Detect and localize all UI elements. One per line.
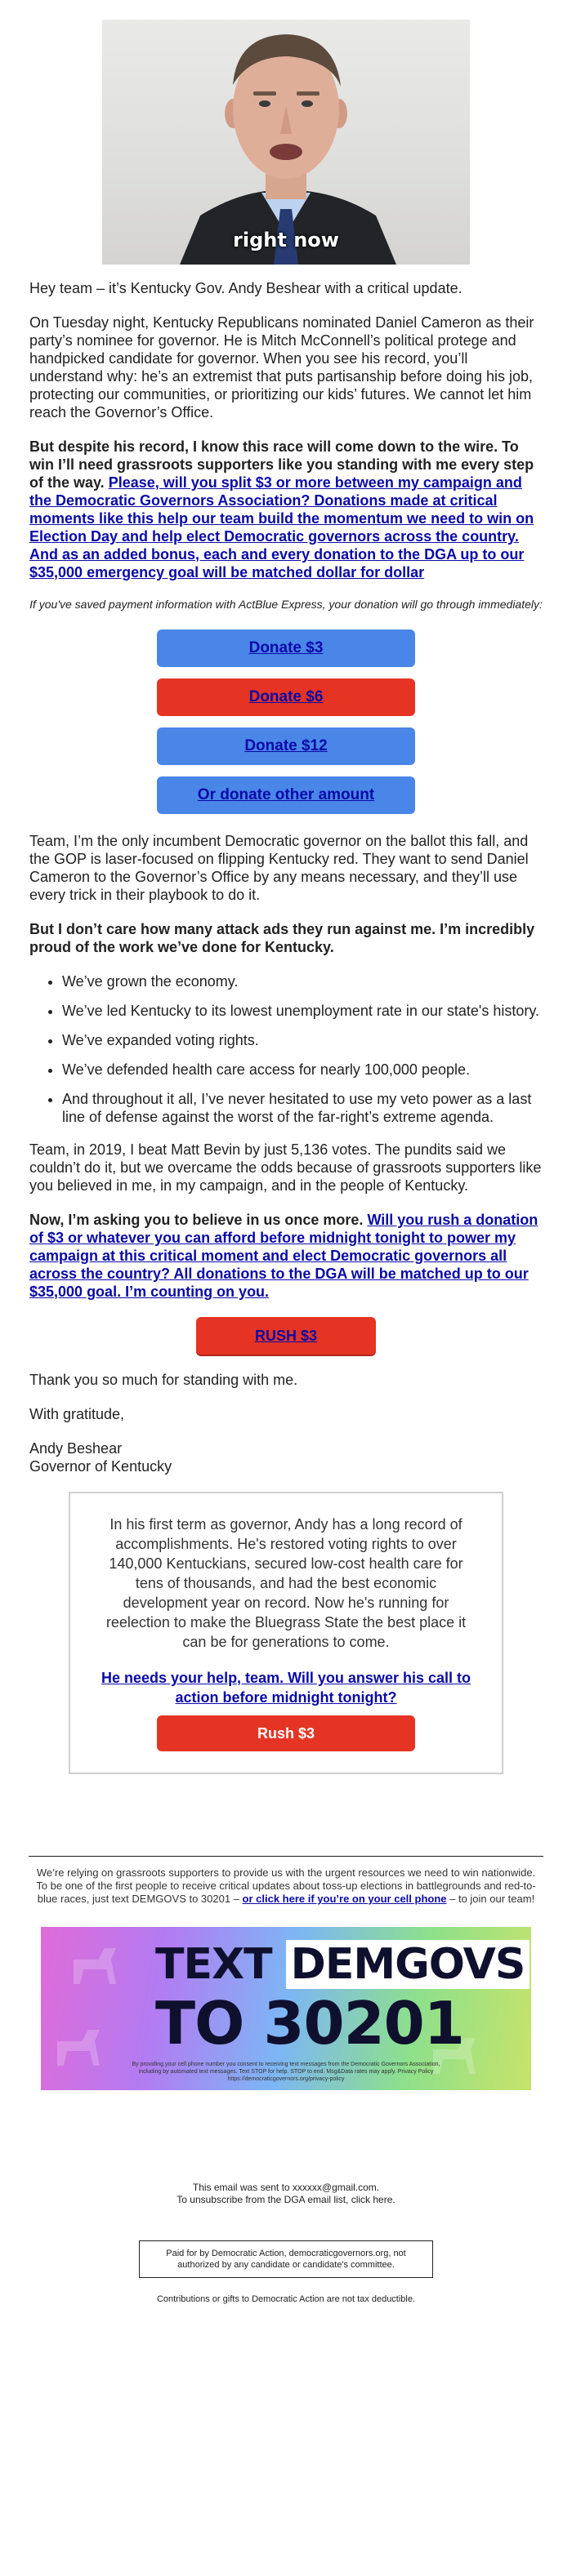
tax-disclaimer: Contributions or gifts to Democratic Action are not tax deductible. [156, 2294, 416, 2304]
callout-rush-button[interactable]: Rush $3 [157, 1715, 415, 1751]
ask-bold-text: But despite his record, I know this race will come down to the wire. To win I’ll need grassroots supporters like you standing with me every step of the way. [29, 438, 534, 491]
text-demgovs-banner[interactable] [41, 1927, 531, 2090]
callout-box [69, 1492, 503, 1774]
portrait-image [102, 20, 470, 265]
rush-3-button[interactable]: RUSH $3 [196, 1317, 376, 1355]
banner-keyword: DEMGOVS [286, 1940, 530, 1989]
donate-12-button[interactable]: Donate $12 [157, 727, 415, 765]
actblue-note: If you've saved payment information with ActBlue Express, your donation will go through immediately: [29, 598, 543, 611]
sent-info [0, 2182, 572, 2206]
message-content [0, 279, 572, 1475]
cell-phone-link[interactable]: or click here if you’re on your cell phone [242, 1893, 447, 1905]
signature-title: Governor of Kentucky [29, 1458, 172, 1475]
banner-fine-print: By providing your cell phone number you consent to receiving text messages from the Democratic Governors Association, including by automated text messages. Text STOP for help. STOP to end. Msg&Data rates may apply. Privacy Policy https://democraticgovernors.org/privacy-policy [132, 2062, 440, 2082]
thanks-text: Thank you so much for standing with me. [29, 1372, 298, 1388]
unsubscribe-link[interactable]: To unsubscribe from the DGA email list, click here. [177, 2194, 395, 2205]
donate-other-button[interactable]: Or donate other amount [157, 776, 415, 814]
hero-video-thumbnail[interactable] [102, 20, 470, 265]
callout-text: In his first term as governor, Andy has a long record of accomplishments. He's restored voting rights to over 140,000 Kentuckians, secured low-cost health care for tens of thousands, and had the best economic development year on record. Now he's running for reelection to make the Bluegrass State the best place it can be for generations to come. [105, 1516, 467, 1650]
signature [29, 1439, 543, 1475]
paragraph-ask [29, 438, 543, 581]
donate-3-button[interactable]: Donate $3 [157, 630, 415, 667]
proud-bold-text: But I don’t care how many attack ads they run against me. I’m incredibly proud of the work we’ve done for Kentucky. [29, 921, 535, 955]
paragraph-proud [29, 920, 543, 956]
signature-name: Andy Beshear [29, 1440, 123, 1457]
hero-caption: right now [233, 229, 339, 251]
sent-to-text: This email was sent to xxxxxx@gmail.com. [192, 2182, 380, 2193]
email-body [0, 20, 572, 2304]
banner-line-1 [155, 1940, 530, 1989]
footer-divider [29, 1856, 543, 1857]
gratitude-text: With gratitude, [29, 1406, 125, 1422]
split-donation-link[interactable]: Please, will you split $3 or more between my campaign and the Democratic Governors Association? Donations made at critical moments like this help our team build the momentum we need to win on Election Day and help elect Democratic governors across the country. And as an added bonus, each and every donation to the DGA up to our $35,000 emergency goal will be matched dollar for dollar [29, 474, 534, 581]
list-item: • We’ve defended health care access for nearly 100,000 people. [62, 1061, 543, 1079]
callout-link[interactable]: He needs your help, team. Will you answer his call to action before midnight tonight? [101, 1670, 471, 1706]
paragraph-nomination: On Tuesday night, Kentucky Republicans nominated Daniel Cameron as their party’s nominee for governor. He is Mitch McConnell’s political protege and handpicked candidate for governor. When you see his record, you’ll understand why: he’s an extremist that puts partisanship before doing his job, protecting our communities, or prioritizing our kids’ futures. We cannot let him reach the Governor’s Office. [29, 314, 534, 420]
sms-text: We’re relying on grassroots supporters to provide us with the urgent resources we need to win nationwide. To be one of the first people to receive critical updates about toss-up elections in battlegrounds and red-to-blue races, just text DEMGOVS to 30201 – [36, 1866, 536, 1905]
accomplishments-list [29, 972, 543, 1126]
list-item: • And throughout it all, I’ve never hesitated to use my veto power as a last line of defense against the worst of the far-right’s extreme agenda. [62, 1090, 543, 1126]
paid-for-box: Paid for by Democratic Action, democraticgovernors.org, not authorized by any candidate or candidate's committee. [139, 2240, 433, 2278]
believe-bold-text: Now, I’m asking you to believe in us once more. [29, 1212, 364, 1228]
banner-line-2: TO 30201 [155, 1989, 464, 2058]
paragraph-2019: Team, in 2019, I beat Matt Bevin by just 5,136 votes. The pundits said we couldn’t do it, but we overcame the odds because of grassroots supporters like you believed in me, in my campaign, and in the people of Kentucky. [29, 1141, 542, 1194]
list-item: • We’ve grown the economy. [62, 972, 543, 990]
banner-text-word: TEXT [155, 1940, 272, 1989]
paragraph-believe [29, 1211, 543, 1301]
paragraph-incumbent: Team, I’m the only incumbent Democratic governor on the ballot this fall, and the GOP is laser-focused on flipping Kentucky red. They want to send Daniel Cameron to the Governor’s Office by any means necessary, and they’ll use every trick in their playbook to do it. [29, 833, 529, 903]
sms-suffix: – to join our team! [449, 1893, 535, 1905]
sms-signup-text [33, 1866, 539, 1906]
list-item: • We’ve expanded voting rights. [62, 1031, 543, 1049]
intro-text: Hey team – it’s Kentucky Gov. Andy Beshear with a critical update. [29, 280, 463, 296]
donate-6-button[interactable]: Donate $6 [157, 678, 415, 716]
rush-donation-link[interactable]: Will you rush a donation of $3 or whatever you can afford before midnight tonight to power my campaign at this critical moment and elect Democratic governors all across the country? All donations to the DGA will be matched up to our $35,000 goal. I’m counting on you. [29, 1212, 538, 1300]
list-item: • We’ve led Kentucky to its lowest unemployment rate in our state's history. [62, 1002, 543, 1020]
